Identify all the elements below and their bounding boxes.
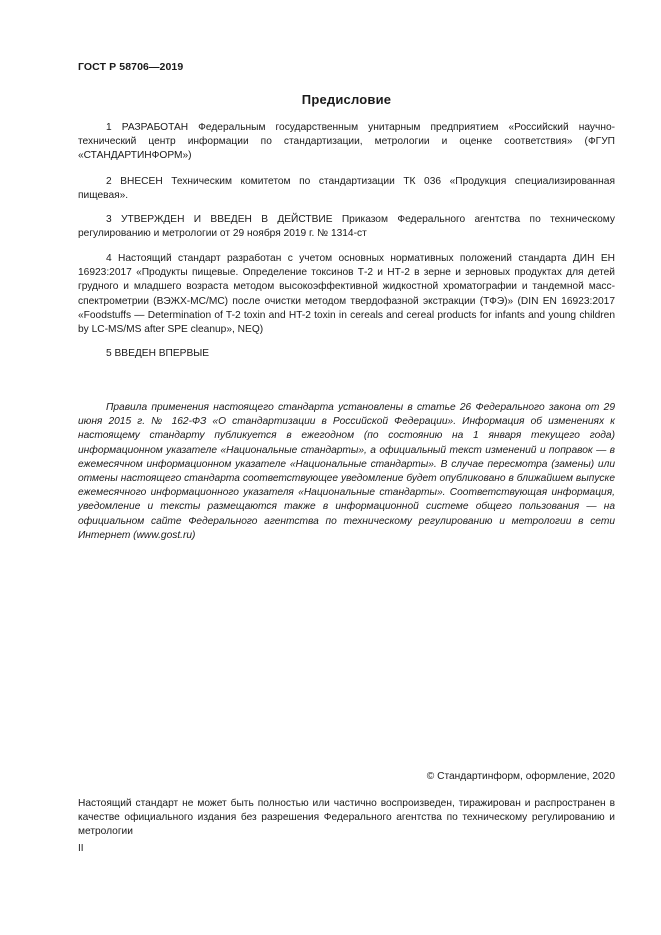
- standard-id: ГОСТ Р 58706—2019: [78, 61, 184, 73]
- copyright: © Стандартинформ, оформление, 2020: [426, 771, 615, 782]
- page-number: II: [78, 843, 84, 854]
- foreword-item-2: 2 ВНЕСЕН Техническим комитетом по стандартизации ТК 036 «Продукция специализированная пищевая».: [78, 176, 615, 202]
- reproduction-notice: Настоящий стандарт не может быть полностью или частично воспроизведен, тиражирован и распространен в качестве официального издания без разрешения Федерального агентства по техническому регулированию и метрологии: [78, 798, 615, 838]
- page-title: Предисловие: [301, 92, 392, 107]
- rules-notice: Правила применения настоящего стандарта установлены в статье 26 Федерального закона от 29 июня 2015 г. № 162-ФЗ «О стандартизации в Российской Федерации». Информация об изменениях к настоящему стандарту публикуется в ежегодном (по состоянию на 1 января текущего года) информационном указателе «Национальные стандарты», а официальный текст изменений и поправок — в ежемесячном информационном указателе «Национальные стандарты». В случае пересмотра (замены) или отмены настоящего стандарта соответствующее уведомление будет опубликовано в ближайшем выпуске ежемесячного информационного указателя «Национальные стандарты». Соответствующая информация, уведомление и тексты размещаются также в информационной системе общего пользования — на официальном сайте Федерального агентства по техническому регулированию и метрологии в сети Интернет (www.gost.ru): [78, 402, 615, 541]
- foreword-item-5: 5 ВВЕДЕН ВПЕРВЫЕ: [106, 348, 210, 359]
- foreword-item-1: 1 РАЗРАБОТАН Федеральным государственным унитарным предприятием «Российский научно-технический центр информации по стандартизации, метрологии и оценке соответствия» (ФГУП «СТАНДАРТИНФОРМ»): [78, 122, 615, 162]
- foreword-item-3: 3 УТВЕРЖДЕН И ВВЕДЕН В ДЕЙСТВИЕ Приказом Федерального агентства по техническому регулированию и метрологии от 29 ноября 2019 г. № 1314-ст: [78, 214, 615, 240]
- foreword-item-4: 4 Настоящий стандарт разработан с учетом основных нормативных положений стандарта ДИН ЕН 16923:2017 «Продукты пищевые. Определение токсинов Т-2 и НТ-2 в зерне и зерновых продуктах для детей грудного и младшего возраста методом высокоэффективной жидкостной хроматографии и тандемной масс-спектрометрии (ВЭЖХ-МС/МС) после очистки методом твердофазной экстракции (ТФЭ)» (DIN EN 16923:2017 «Foodstuffs — Determination of T-2 toxin and HT-2 toxin in cereals and cereal products for infants and young children by LC-MS/MS after SPE cleanup», NEQ): [78, 253, 615, 336]
